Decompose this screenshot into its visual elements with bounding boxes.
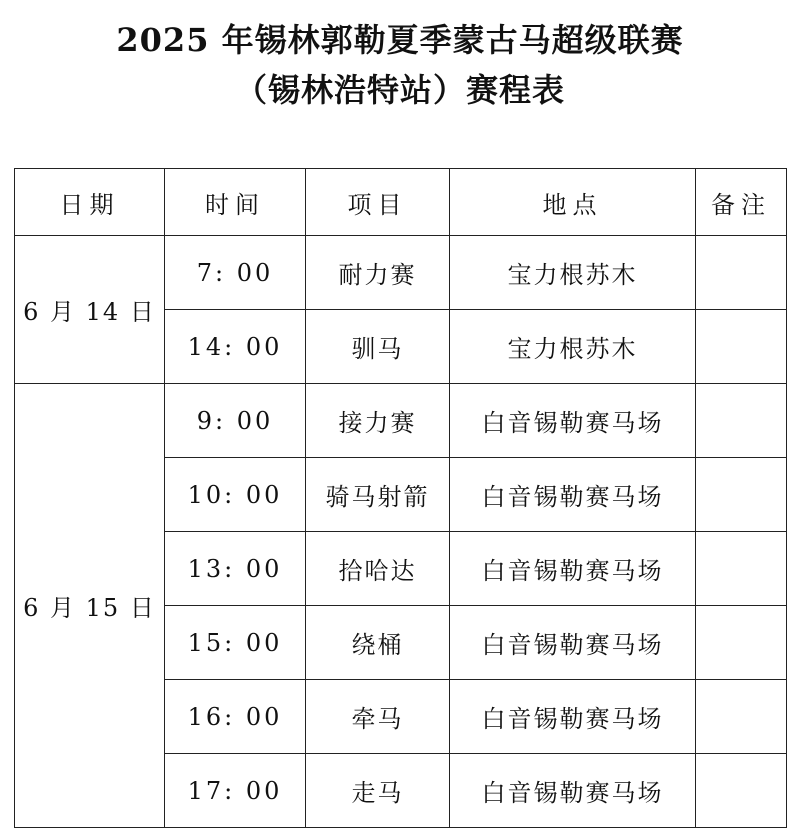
note-cell [696, 606, 787, 680]
header-place: 地点 [450, 169, 696, 236]
header-item: 项目 [306, 169, 450, 236]
item-cell: 拾哈达 [306, 532, 450, 606]
note-cell [696, 458, 787, 532]
header-time: 时间 [165, 169, 306, 236]
item-cell: 接力赛 [306, 384, 450, 458]
table-row [15, 384, 787, 458]
time-cell: 14: 00 [165, 310, 306, 384]
note-cell [696, 236, 787, 310]
time-cell: 13: 00 [165, 532, 306, 606]
table-row [15, 236, 787, 310]
note-cell [696, 310, 787, 384]
time-cell: 9: 00 [165, 384, 306, 458]
item-cell: 驯马 [306, 310, 450, 384]
time-cell: 17: 00 [165, 754, 306, 828]
document-title-line-1: 2025 年锡林郭勒夏季蒙古马超级联赛 [116, 21, 684, 59]
header-note: 备注 [696, 169, 787, 236]
place-cell: 白音锡勒赛马场 [450, 754, 696, 828]
item-cell: 牵马 [306, 680, 450, 754]
place-cell: 白音锡勒赛马场 [450, 384, 696, 458]
time-cell: 16: 00 [165, 680, 306, 754]
header-date: 日期 [15, 169, 165, 236]
time-cell: 15: 00 [165, 606, 306, 680]
note-cell [696, 532, 787, 606]
place-cell: 宝力根苏木 [450, 310, 696, 384]
document-title-line-2: （锡林浩特站）赛程表 [234, 71, 565, 109]
place-cell: 白音锡勒赛马场 [450, 680, 696, 754]
place-cell: 白音锡勒赛马场 [450, 606, 696, 680]
date-cell: 6 月 15 日 [15, 384, 165, 828]
note-cell [696, 384, 787, 458]
item-cell: 走马 [306, 754, 450, 828]
item-cell: 耐力赛 [306, 236, 450, 310]
time-cell: 10: 00 [165, 458, 306, 532]
note-cell [696, 680, 787, 754]
time-cell: 7: 00 [165, 236, 306, 310]
place-cell: 白音锡勒赛马场 [450, 458, 696, 532]
place-cell: 宝力根苏木 [450, 236, 696, 310]
date-cell: 6 月 14 日 [15, 236, 165, 384]
table-header-row [15, 169, 787, 236]
item-cell: 绕桶 [306, 606, 450, 680]
schedule-table [14, 168, 787, 828]
note-cell [696, 754, 787, 828]
item-cell: 骑马射箭 [306, 458, 450, 532]
place-cell: 白音锡勒赛马场 [450, 532, 696, 606]
